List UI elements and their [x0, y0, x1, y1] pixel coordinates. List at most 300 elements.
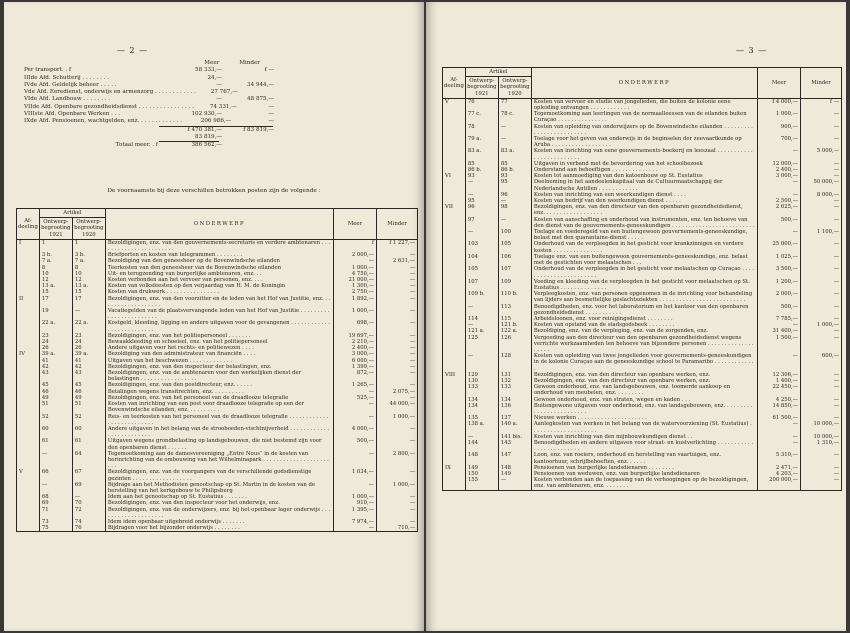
row-onderwerp: Pensioenen van weduwen, enz. van burgerlijke landsdienaren [531, 471, 757, 477]
row-meer: f 4 000,— [758, 98, 801, 111]
row-onderwerp: Andere uitgaven voor het rechts- en politiewezen . . . . [105, 345, 333, 351]
book-spread [4, 2, 846, 631]
header-minder: Minder [377, 209, 418, 240]
row-artikel-1921: 68 [39, 494, 72, 500]
row-meer: 7 974,— [334, 519, 377, 525]
row-artikel-1921: 134 [465, 397, 498, 403]
row-artikel-1920: 98 [498, 204, 531, 216]
totals-row-meer: — [216, 81, 222, 88]
row-artikel-1921: 93 [465, 173, 498, 179]
row-artikel-1920: 121 b. [498, 322, 531, 328]
row-meer: — [758, 322, 801, 328]
row-afdeeling: V [17, 469, 40, 481]
row-meer: 2 400,— [334, 345, 377, 351]
row-onderwerp: Betalingen wegens transitrechten, enz. . . . . . . . . . [105, 389, 333, 395]
row-meer: 3 500,— [758, 266, 801, 278]
totals-row-label: Per transport. . f [24, 67, 72, 74]
table-row [443, 384, 842, 396]
row-minder: — [801, 124, 842, 136]
totals-row-minder: — [268, 118, 274, 125]
row-meer: 1 892,— [334, 296, 377, 308]
row-artikel-1920: 100 [498, 229, 531, 241]
table-row [443, 179, 842, 191]
row-onderwerp: Kosten van opstand van de stadsgodsbeek . . . . . . . . [531, 322, 757, 328]
row-afdeeling [443, 241, 466, 253]
row-onderwerp: Toelage enz. van een buitengewoon gouvernements-geneeskundige, enz. belast met de gestichten voor melaatschen . . . [531, 254, 757, 266]
row-minder: — [377, 494, 418, 500]
row-meer: 1 000,— [334, 265, 377, 271]
row-artikel-1920: 110 b. [498, 291, 531, 303]
row-meer: 4 203,— [758, 471, 801, 477]
row-minder: — [801, 471, 842, 477]
row-meer: 1 000,— [758, 111, 801, 123]
row-afdeeling [443, 229, 466, 241]
totals-row [24, 104, 274, 111]
total-value: 386 562,— [191, 142, 222, 149]
header-afdeeling: Af-deeling [443, 68, 466, 99]
row-onderwerp: Tegemoetkoming aan de damesvereeniging „Entre Nous” in de kosten van herinrichting van de ombouwing van het Wilhelminapark . . . . . . . . . . . . . . . . . . . . . . . [105, 451, 333, 470]
totals-row [24, 67, 274, 74]
row-afdeeling [443, 217, 466, 229]
row-minder: — [801, 136, 842, 148]
row-onderwerp: Toelage voor het geven van onderwijs in de beginselen der zeevaartkunde op Aruba . . . . . . . . . . . . . . . . . . [531, 136, 757, 148]
row-afdeeling [17, 401, 40, 413]
row-artikel-1920: 43 [72, 370, 105, 382]
row-artikel-1921: 114 [465, 316, 498, 322]
row-minder: — [377, 271, 418, 277]
row-meer: 3 000,— [334, 351, 377, 357]
row-onderwerp: Bezoldigingen, enz. van de onderwijzers, enz. bij het openbaar lager onderwijs . . . . . . . . . . . . . . . . . . . . [105, 507, 333, 519]
row-onderwerp: Bezoldiging, enz. van de verpleging, enz. van de zorgenden, enz. [531, 328, 757, 334]
row-minder: — [801, 477, 842, 490]
row-artikel-1920: 126 [498, 335, 531, 354]
row-meer: 1 395,— [334, 507, 377, 519]
row-afdeeling: IV [17, 351, 40, 357]
row-onderwerp: Gewoon onderhoud, enz. van straten, wegen en kaden . . . [531, 397, 757, 403]
row-artikel-1921: 149 [465, 465, 498, 471]
row-artikel-1920: 148 [498, 465, 531, 471]
row-artikel-1921: 125 [465, 335, 498, 354]
row-onderwerp: Bezoldiging van den geneesheer op de Bovenwindsche eilanden [105, 258, 333, 264]
row-artikel-1920: — [72, 494, 105, 500]
row-onderwerp: Teerkosten van den geneesheer van de Bovenwindsche eilanden [105, 265, 333, 271]
row-afdeeling [17, 438, 40, 450]
table-row [17, 482, 418, 494]
totals-row-minder: — [268, 103, 274, 110]
row-artikel-1920: 61 [72, 438, 105, 450]
row-artikel-1920: 17 [72, 296, 105, 308]
row-artikel-1921: 148 [465, 452, 498, 464]
row-meer: — [334, 482, 377, 494]
header-begrooting-1921: Ontwerp-begrooting 1921 [41, 219, 71, 238]
row-onderwerp: Kosten van inrichting van een post voor draadlooze telegrafie op een der Bovenwindsche eilanden, enz. . . . . . . . . . [105, 401, 333, 413]
table-row [443, 241, 842, 253]
row-minder: — [801, 161, 842, 167]
row-minder: — [801, 403, 842, 415]
row-meer: 2 210,— [334, 339, 377, 345]
totals-row-label: IXde Afd. Pensioenen, wachtgelden, enz. . . . . . . . . . . . . [24, 118, 182, 125]
row-artikel-1920: 134 [498, 397, 531, 403]
row-artikel-1921: 109 b. [465, 291, 498, 303]
row-artikel-1921: 13 a. [39, 283, 72, 289]
table-row [443, 98, 842, 111]
totals-row-label: IIIde Afd. Schutterij . . . . . . . . [24, 74, 110, 81]
row-meer: 500,— [334, 438, 377, 450]
row-afdeeling [443, 279, 466, 291]
row-meer: — [334, 525, 377, 532]
row-afdeeling: VI [443, 173, 466, 179]
row-artikel-1920: — [72, 308, 105, 320]
header-onderwerp: ONDERWERP [531, 68, 757, 99]
row-artikel-1921: 104 [465, 254, 498, 266]
row-meer: 14 850,— [758, 403, 801, 415]
table-row [17, 320, 418, 332]
row-artikel-1921: — [465, 322, 498, 328]
row-artikel-1921: 61 [39, 438, 72, 450]
row-artikel-1920: 95 [498, 179, 531, 191]
row-minder: — [377, 382, 418, 388]
row-afdeeling [443, 384, 466, 396]
row-artikel-1921: 15 [39, 289, 72, 295]
table-row [443, 397, 842, 403]
table-row [443, 403, 842, 415]
row-minder: — [377, 500, 418, 506]
row-meer: 1 265,— [334, 382, 377, 388]
table-row [17, 438, 418, 450]
row-artikel-1921: 41 [39, 358, 72, 364]
row-minder: — [377, 283, 418, 289]
row-minder: — [801, 198, 842, 204]
row-onderwerp: Kosten van inrichting van een weerkundigen dienst . . . . [531, 192, 757, 198]
row-artikel-1921: — [465, 434, 498, 440]
row-afdeeling [17, 308, 40, 320]
row-onderwerp: Andere uitgaven in het belang van de strooboeden-vischtnijverheid . . . . . . . . . . . . . . . . . . . . . . . . . [105, 426, 333, 438]
totals-row-minder [238, 89, 274, 96]
row-meer: 21 000,— [334, 277, 377, 283]
header-meer: Meer [758, 68, 801, 99]
row-artikel-1921: 3 b. [39, 252, 72, 258]
row-meer: 7 785,— [758, 316, 801, 322]
row-minder: — [377, 345, 418, 351]
row-onderwerp: Onderhoud van de verpleegden in het gesticht voor krankzinnigen en verdere kosten . . . . . . . . . . . . . . . [531, 241, 757, 253]
row-minder: 1 100,— [801, 229, 842, 241]
row-artikel-1921: 121 a. [465, 328, 498, 334]
table-row [17, 525, 418, 532]
row-artikel-1920: 149 [498, 471, 531, 477]
row-artikel-1921: 155 [465, 477, 498, 490]
row-meer: 4 750,— [334, 271, 377, 277]
totals-rows [24, 67, 274, 125]
row-afdeeling [443, 304, 466, 316]
row-onderwerp: Kosten van aanschaffing en onderhoud van instrumenten, enz. ten behoeve van den dienst van de gouvernements-geneeskundigen . . . . . . . . . . . . . . . . . . . . . . . . . [531, 217, 757, 229]
row-artikel-1921: 66 [39, 469, 72, 481]
table-row [17, 308, 418, 320]
row-artikel-1920: 136 [498, 403, 531, 415]
row-afdeeling [443, 136, 466, 148]
row-artikel-1920: 22 a. [72, 320, 105, 332]
row-artikel-1921: 19 [39, 308, 72, 320]
row-artikel-1920: — [498, 477, 531, 490]
totals-row [24, 111, 274, 118]
row-meer: 910,— [334, 500, 377, 506]
row-minder: — [801, 415, 842, 421]
row-onderwerp: Bezoldiging van den administrateur van financiën . . . . [105, 351, 333, 357]
row-artikel-1921: 43 [39, 370, 72, 382]
row-meer: 12 306,— [758, 372, 801, 378]
row-minder: — [801, 452, 842, 464]
row-artikel-1920: 109 [498, 279, 531, 291]
row-minder: — [801, 167, 842, 173]
header-artikel: Artikel [465, 68, 531, 77]
sum-minder: f 83 819,— [243, 126, 274, 133]
row-artikel-1921: 96 [465, 204, 498, 216]
row-onderwerp: Toelage en voederegeld van een buitengewoon gouvernements-geneeskundige, belast met den quarantaine-dienst . . . . . [531, 229, 757, 241]
row-meer: 2 000,— [334, 252, 377, 258]
totals-header-meer: Meer [204, 60, 220, 66]
row-minder: — [377, 469, 418, 481]
totals-row-label: VIIIste Afd. Openbare Werken . . . [24, 111, 121, 118]
row-afdeeling [17, 370, 40, 382]
row-onderwerp: Benoodigdheden en andere uitgaven voor straat- en kustverlichting . . . . . . . . . . . . . . . . . . . . . . . . . [531, 440, 757, 452]
row-minder: 1 310,— [801, 440, 842, 452]
row-artikel-1920: 26 [72, 345, 105, 351]
row-minder: 1 000,— [801, 322, 842, 328]
row-artikel-1921: 138 a. [465, 421, 498, 433]
row-artikel-1921: 73 [39, 519, 72, 525]
row-artikel-1921: 17 [39, 296, 72, 308]
row-afdeeling [443, 179, 466, 191]
row-meer: 4 250,— [758, 397, 801, 403]
right-ledger-table [442, 67, 842, 491]
row-artikel-1921: 86 b. [465, 167, 498, 173]
row-meer: 1 000,— [334, 494, 377, 500]
row-artikel-1921: 42 [39, 364, 72, 370]
row-onderwerp: Kosten van inrichting van eene gouvernements-boekerij en leeszaal . . . . . . . . . . . . . . . . . . . . . . . . . [531, 148, 757, 160]
header-begrooting-1921: Ontwerp-begrooting 1921 [467, 78, 497, 97]
row-artikel-1921: 60 [39, 426, 72, 438]
row-artikel-1921: — [465, 304, 498, 316]
row-onderwerp: Tegemoetkoming aan leerlingen van de normaalleessen van de eilanden buiten Curaçao . . . . . . . . . . . . . . . [531, 111, 757, 123]
row-minder: — [377, 333, 418, 339]
row-onderwerp: Kosten van opleiding van twee jongelieden voor gouvernements-geneeskundigen in de kolonie Curaçao aan de geneeskundige school te Paramaribo . . . . . . . . . . . . . [531, 353, 757, 372]
row-meer: 2 750,— [334, 289, 377, 295]
row-minder: — [377, 289, 418, 295]
row-afdeeling: V [443, 98, 466, 111]
row-meer: 1 300,— [334, 283, 377, 289]
table-row [17, 426, 418, 438]
row-onderwerp: Bezoldigingen, enz. van den inspecteur der belastingen, enz. [105, 364, 333, 370]
row-minder: — [377, 364, 418, 370]
totals-row [24, 82, 274, 89]
row-minder: — [377, 339, 418, 345]
row-artikel-1921: 133 [465, 384, 498, 396]
row-meer: — [334, 401, 377, 413]
row-artikel-1920: — [498, 198, 531, 204]
table-row [443, 440, 842, 452]
table-row [443, 136, 842, 148]
totals-row-minder: 34 944,— [247, 81, 274, 88]
row-meer: 500,— [758, 217, 801, 229]
row-artikel-1921: 45 [39, 382, 72, 388]
row-minder: 44 000,— [377, 401, 418, 413]
row-afdeeling [17, 525, 40, 532]
row-minder: — [377, 277, 418, 283]
row-afdeeling [17, 451, 40, 470]
row-artikel-1921: 49 [39, 395, 72, 401]
row-artikel-1921: 10 [39, 271, 72, 277]
row-minder: 2 800,— [377, 451, 418, 470]
table-row [17, 358, 418, 364]
row-artikel-1921: 24 [39, 339, 72, 345]
totals-row-label: Vde Afd. Eeredienst, onderwijs en armenzorg . . . . . . . . . . . . [24, 89, 196, 96]
row-onderwerp: Idem aan het genootschap op St. Eustatius . . . . . . . [105, 494, 333, 500]
row-artikel-1920: 106 [498, 254, 531, 266]
row-artikel-1920: 140 a. [498, 421, 531, 433]
row-onderwerp: Bezoldigingen, enz. van den inspecteur voor het onderwijs, enz. [105, 500, 333, 506]
sum-meer: f 470 381,— [187, 126, 222, 133]
row-artikel-1921: 107 [465, 279, 498, 291]
row-afdeeling [443, 335, 466, 354]
row-onderwerp: Nieuwe werken . . . . . . . . . . . . . . . . . . . . . [531, 415, 757, 421]
table-row [443, 421, 842, 433]
row-artikel-1920: 133 [498, 384, 531, 396]
row-artikel-1920: 23 [72, 333, 105, 339]
row-afdeeling: VII [443, 204, 466, 216]
row-artikel-1921: 150 [465, 471, 498, 477]
row-meer: 1 000,— [334, 308, 377, 320]
row-onderwerp: Deelneming in het aandeelenkapitaal van de Cultuurmaatschappij der Nederlandsche Antillen . . . . . . . . . . . . [531, 179, 757, 191]
row-artikel-1921: 75 [39, 525, 72, 532]
totals-row [24, 75, 274, 82]
table-row [17, 239, 418, 252]
row-meer: 12 000,— [758, 161, 801, 167]
row-meer: 2 500,— [758, 198, 801, 204]
row-artikel-1920: 52 [72, 414, 105, 426]
row-artikel-1921: 71 [39, 507, 72, 519]
totals-row-meer: 102 930,— [191, 111, 222, 118]
row-minder: — [801, 372, 842, 378]
row-minder: — [377, 296, 418, 308]
totals-row-label: VIIde Afd. Openbare gezondheidsdienst . . . . . . . . . . . . . . . . [24, 103, 194, 110]
row-minder: — [801, 111, 842, 123]
row-afdeeling [443, 148, 466, 160]
row-meer: — [758, 421, 801, 433]
row-meer: 2 625,— [758, 204, 801, 216]
row-artikel-1920: — [498, 124, 531, 136]
row-artikel-1921: 103 [465, 241, 498, 253]
totals-row-minder: 48 875,— [247, 96, 274, 103]
row-meer: — [758, 148, 801, 160]
header-begrooting-1920: Ontwerp-begrooting 1920 [500, 78, 530, 97]
row-artikel-1920: 113 [498, 304, 531, 316]
row-meer: — [758, 434, 801, 440]
row-artikel-1920: 42 [72, 364, 105, 370]
row-artikel-1921: 144 [465, 440, 498, 452]
row-meer: 22 450,— [758, 384, 801, 396]
row-onderwerp: Uitgaven van het beschwezen . . . . . . . . . . . . . [105, 358, 333, 364]
row-artikel-1920: 85 [498, 161, 531, 167]
totals-sum-row [24, 127, 274, 134]
row-artikel-1920: 67 [72, 469, 105, 481]
row-meer: 61 500,— [758, 415, 801, 421]
row-minder: — [377, 320, 418, 332]
header-meer: Meer [334, 209, 377, 240]
row-minder: — [377, 507, 418, 519]
totals-row-meer: 27 767,— [210, 89, 238, 96]
row-minder: 8 000,— [801, 192, 842, 198]
totals-row-meer: 58 333,— [195, 67, 222, 74]
row-minder: — [801, 254, 842, 266]
row-onderwerp: Bezoldigingen, enz. van den gouvernements-secretaris en verdere ambtenaren . . . . . . . . . . . . . . . . . . . . . . . [105, 239, 333, 252]
page-number: — 2 — [117, 46, 149, 55]
row-artikel-1921: 7 a. [39, 258, 72, 264]
row-minder: — [801, 291, 842, 303]
total-label: Totaal meer. . f [115, 142, 158, 149]
page-number: — 3 — [736, 46, 768, 55]
row-artikel-1921: 78 [465, 124, 498, 136]
row-artikel-1920: 93 [498, 173, 531, 179]
table-row [17, 265, 418, 271]
row-artikel-1920: 24 [72, 339, 105, 345]
row-artikel-1921: 79 a. [465, 136, 498, 148]
row-onderwerp: Idem idem openbaar uitgebreid onderwijs . . . . . . . [105, 519, 333, 525]
row-meer: — [334, 258, 377, 264]
row-minder: f 1 227,— [377, 239, 418, 252]
row-onderwerp: Reis- en teerkosten van het personeel van de draadlooze telegrafie . . . . . . . . . . . . . . . . . . . . . . . . . . [105, 414, 333, 426]
row-minder: — [801, 266, 842, 278]
row-minder: — [377, 395, 418, 401]
row-artikel-1921: — [465, 179, 498, 191]
row-onderwerp: Uitgaven wegens grondbelasting op landsgebouwen, die niet bestemd zijn voor den openbaren dienst . . . . . . [105, 438, 333, 450]
totals-row-minder [222, 75, 274, 82]
table-row [443, 304, 842, 316]
row-artikel-1921: 76 [465, 98, 498, 111]
row-onderwerp: Aanlegkosten van werken in het belang van de watervoorziening (St. Eustatius) . . . . . . . . . . . . . . . . . . . . [531, 421, 757, 433]
row-minder: — [377, 358, 418, 364]
header-afdeeling: Af-deeling [17, 209, 40, 240]
table-row [443, 353, 842, 372]
row-artikel-1921: 26 [39, 345, 72, 351]
row-artikel-1921: 12 [39, 277, 72, 283]
header-begrooting-1920: Ontwerp-begrooting 1920 [74, 219, 104, 238]
row-onderwerp: Bezoldigingen, enz. van de voorgangers van de verschillende godsdienstige gezinten . . . . . . . . . . . . . . . . . . [105, 469, 333, 481]
row-artikel-1920: — [498, 136, 531, 148]
totals-row-minder: f — [264, 67, 274, 74]
row-afdeeling [17, 482, 40, 494]
table-row [443, 111, 842, 123]
row-artikel-1920: 78 c. [498, 111, 531, 123]
row-onderwerp: Bezoldigingen, enz. van het politiepersoneel . . . . . . . [105, 333, 333, 339]
row-onderwerp: Uitgaven in verband met de bevordering van het schoolbezoek [531, 161, 757, 167]
row-meer: 2 471,— [758, 465, 801, 471]
row-artikel-1921: 134 [465, 403, 498, 415]
row-minder: — [377, 252, 418, 258]
row-minder: 2 631,— [377, 258, 418, 264]
row-artikel-1920: 60 [72, 426, 105, 438]
row-artikel-1921: — [465, 192, 498, 198]
row-artikel-1920: 105 [498, 241, 531, 253]
row-artikel-1921: 130 [465, 378, 498, 384]
totals-row-meer: — [216, 96, 222, 103]
row-onderwerp: Bijdrage aan het Methodisten genootschap op St. Martin in de kosten van de herstelling van het kerkgebouw te Philipsburg [105, 482, 333, 494]
row-artikel-1920: 128 [498, 353, 531, 372]
row-artikel-1921: 95 [465, 198, 498, 204]
row-onderwerp: Bezoldigingen, enz. van den voorzitter en de leden van het Hof van Justitie, enz. . . . . . . . . . . . . . . . . . . [105, 296, 333, 308]
totals-summary [24, 60, 274, 150]
header-minder: Minder [801, 68, 842, 99]
table-row [443, 124, 842, 136]
row-meer: 2 000,— [758, 291, 801, 303]
